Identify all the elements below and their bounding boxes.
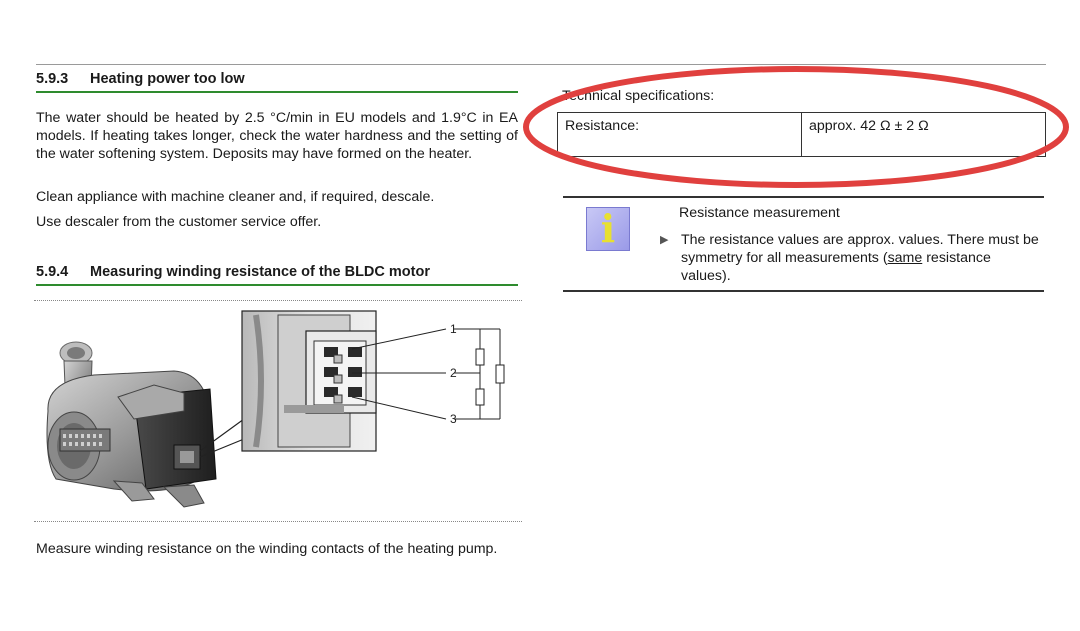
specs-table [557, 112, 1046, 157]
section-593-number: 5.9.3 [36, 71, 69, 87]
section-593-rule [36, 91, 518, 93]
figure-caption: Measure winding resistance on the winding contacts of the heating pump. [36, 541, 498, 557]
info-icon [586, 207, 630, 251]
section-594-number: 5.9.4 [36, 264, 69, 280]
section-593-heading [36, 71, 245, 87]
contact-label-2: 2 [450, 366, 457, 380]
note-bullet-underlined: same [887, 250, 923, 266]
note-bottom-rule [563, 290, 1044, 292]
section-593-paragraph-3: Use descaler from the customer service offer. [36, 214, 322, 230]
heating-pump-drawing [47, 342, 216, 507]
section-593-title: Heating power too low [90, 71, 245, 87]
note-top-rule [563, 196, 1044, 198]
section-593-paragraph-2: Clean appliance with machine cleaner and, if required, descale. [36, 189, 435, 205]
section-594-title: Measuring winding resistance of the BLDC motor [90, 264, 430, 280]
specs-resistance-value: approx. 42 Ω ± 2 Ω [809, 118, 929, 134]
note-title: Resistance measurement [679, 205, 840, 221]
pump-illustration [34, 301, 522, 521]
note-bullet-part-2: resistance values). [681, 250, 991, 284]
bullet-arrow-icon: ▶ [660, 234, 669, 246]
specs-title: Technical specifications: [562, 88, 715, 104]
page-top-rule [36, 64, 1046, 65]
pump-figure [34, 300, 522, 522]
info-icon-letter: i [600, 206, 616, 251]
connector-zoom-detail [242, 311, 376, 451]
note-bullet-part-1: The resistance values are approx. values. There must be symmetry for all measurements ( [681, 232, 1039, 266]
specs-table-divider [801, 113, 802, 156]
note-bullet-text [681, 231, 1041, 285]
winding-schematic [454, 329, 504, 419]
specs-resistance-label: Resistance: [565, 118, 640, 134]
section-593-paragraph-1: The water should be heated by 2.5 °C/min in EU models and 1.9°C in EA models. If heating takes longer, check the water hardness and the setting of the water softening system. Deposits may have formed on the heater. [36, 110, 518, 162]
contact-label-3: 3 [450, 412, 457, 426]
section-594-rule [36, 284, 518, 286]
contact-label-1: 1 [450, 322, 457, 336]
section-594-heading [36, 264, 430, 280]
